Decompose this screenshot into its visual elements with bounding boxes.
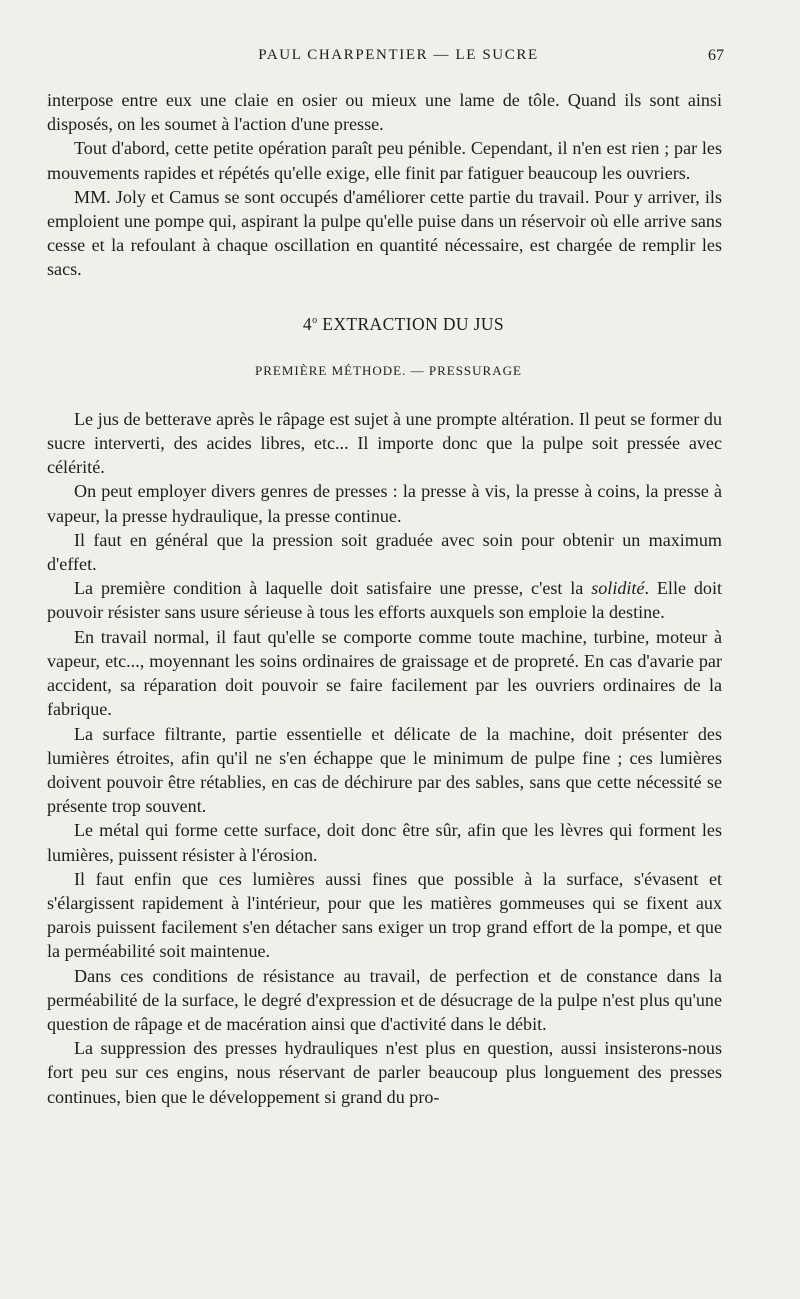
section-number-suffix: o <box>312 314 318 326</box>
paragraph: Le métal qui forme cette surface, doit donc être sûr, afin que les lèvres qui forment les lumières, puissent résister à l'érosion. <box>47 820 722 865</box>
paragraph: En travail normal, il faut qu'elle se comporte comme toute machine, turbine, moteur à vapeur, etc..., moyennant les soins ordinaires de graissage et de propreté. En cas d'avarie par accident, sa réparation doit pouvoir se faire facilement par les ouvriers ordinaires de la fabrique. <box>47 626 722 720</box>
section-title: EXTRACTION DU JUS <box>322 313 505 334</box>
running-header <box>47 47 722 69</box>
body-text <box>47 88 722 1109</box>
paragraph: Il faut en général que la pression soit graduée avec soin pour obtenir un maximum d'effet. <box>47 529 722 575</box>
paragraph: Le jus de betterave après le râpage est sujet à une prompte altération. Il peut se former du sucre interverti, des acides libres, etc... Il importe donc que la pulpe soit pressée avec célérité. <box>47 408 722 478</box>
section-heading <box>47 309 722 336</box>
emphasis-solidite: solidité <box>591 578 645 599</box>
paragraph: Tout d'abord, cette petite opération paraît peu pénible. Cependant, il n'en est rien ; par les mouvements rapides et répétés qu'elle exige, elle finit par fatiguer beaucoup les ouvriers. <box>47 138 722 183</box>
paragraph: Dans ces conditions de résistance au travail, de perfection et de constance dans la perméabilité de la surface, le degré d'expression et de désucrage de la pulpe n'est plus qu'une question de râpage et de macération ainsi que d'activité dans le débit. <box>47 965 722 1034</box>
paragraph: On peut employer divers genres de presses : la presse à vis, la presse à coins, la presse à vapeur, la presse hydraulique, la presse continue. <box>47 481 722 526</box>
subsection-heading: PREMIÈRE MÉTHODE. — PRESSURAGE <box>255 362 522 378</box>
page-number: 67 <box>708 47 724 64</box>
paragraph-text: . Elle doit pouvoir résister sans usure sérieuse à tous les efforts auxquels son emploie la destine. <box>47 578 723 623</box>
paragraph: MM. Joly et Camus se sont occupés d'améliorer cette partie du travail. Pour y arriver, ils emploient une pompe qui, aspirant la pulpe qu'elle puise dans un réservoir où elle arrive sans cesse et la refoulant à chaque oscillation en quantité nécessaire, est chargée de remplir les sacs. <box>47 186 722 280</box>
paragraph: La surface filtrante, partie essentielle et délicate de la machine, doit présenter des lumières étroites, afin qu'il ne s'en échappe que le minimum de pulpe fine ; ces lumières doivent pouvoir être rétablies, en cas de déchirure par des sables, sans que cette nécessité se présente trop souvent. <box>47 723 722 817</box>
paragraph-solidite <box>47 576 722 624</box>
running-title: PAUL CHARPENTIER — LE SUCRE <box>258 47 539 63</box>
paragraph-text: La première condition à laquelle doit satisfaire une presse, c'est la <box>74 578 592 599</box>
paragraph: interpose entre eux une claie en osier ou mieux une lame de tôle. Quand ils sont ainsi disposés, on les soumet à l'action d'une presse. <box>47 90 722 135</box>
paragraph: La suppression des presses hydrauliques n'est plus en question, aussi insisterons-nous fort peu sur ces engins, nous réservant de parler beaucoup plus longuement des presses continues, bien que le développement si grand du pro- <box>47 1038 722 1107</box>
paragraph: Il faut enfin que ces lumières aussi fines que possible à la surface, s'évasent et s'élargissent rapidement à l'intérieur, pour que les matières gommeuses qui se fixent aux parois puissent facilement s'en détacher sans exiger un trop grand effort de la pompe, et que la perméabilité soit maintenue. <box>47 868 722 962</box>
section-number: 4 <box>302 313 313 334</box>
